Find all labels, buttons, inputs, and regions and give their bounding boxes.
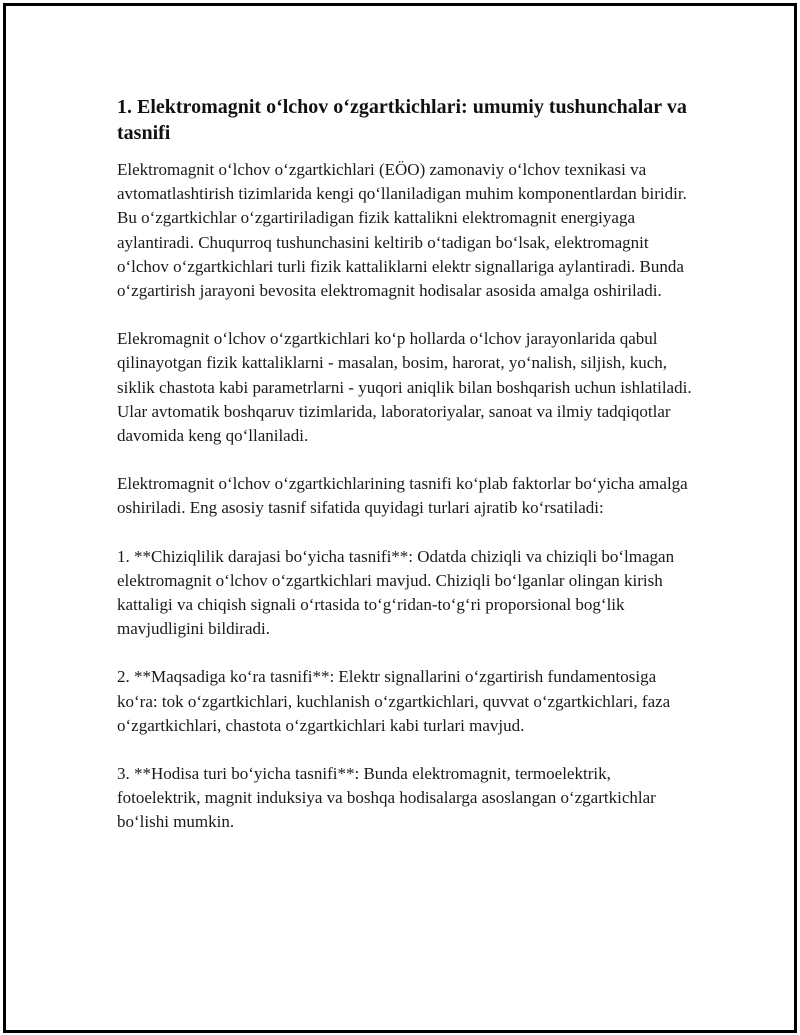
document-title: 1. Elektromagnit o‘lchov o‘zgartkichlari: umumiy tushunchalar va tasnifi [117,96,687,144]
paragraph-classification: Elektromagnit o‘lchov o‘zgartkichlarining tasnifi ko‘plab faktorlar bo‘yicha amalga oshiriladi. Eng asosiy tasnif sifatida quyidagi turlari ajratib ko‘rsatiladi: [117,474,688,518]
list-item-phenomenon: 3. **Hodisa turi bo‘yicha tasnifi**: Bunda elektromagnit, termoelektrik, fotoelektrik, magnit induksiya va boshqa hodisalarga asoslangan o‘zgartkichlar bo‘lishi mumkin. [117,764,656,832]
paragraph-intro: Elektromagnit o‘lchov o‘zgartkichlari (EÖO) zamonaviy o‘lchov texnikasi va avtomatlashtirish tizimlarida kengi qo‘llaniladigan muhim komponentlardan biridir. Bu o‘zgartkichlar o‘zgartiriladigan fizik kattalikni elektromagnit energiyaga aylantiradi. Chuqurroq tushunchasini keltirib o‘tadigan bo‘lsak, elektromagnit o‘lchov o‘zgartkichlari turli fizik kattaliklarni elektr signallariga aylantiradi. Bunda o‘zgartirish jarayoni bevosita elektromagnit hodisalar asosida amalga oshiriladi. [117,160,687,301]
list-item-purpose: 2. **Maqsadiga ko‘ra tasnifi**: Elektr signallarini o‘zgartirish fundamentosiga ko‘ra: tok o‘zgartkichlari, kuchlanish o‘zgartkichlari, quvvat o‘zgartkichlari, faza o‘zgartkichlari, chastota o‘zgartkichlari kabi turlari mavjud. [117,667,671,735]
list-item-linearity: 1. **Chiziqlilik darajasi bo‘yicha tasnifi**: Odatda chiziqli va chiziqli bo‘lmagan elektromagnit o‘lchov o‘zgartkichlari mavjud. Chiziqli bo‘lganlar olingan kirish kattaligi va chiqish signali o‘rtasida to‘g‘ridan-to‘g‘ri proporsional bog‘lik mavjudligini bildiradi. [117,546,675,639]
document-body [117,94,697,859]
paragraph-usage: Elekromagnit o‘lchov o‘zgartkichlari ko‘p hollarda o‘lchov jarayonlarida qabul qilinayotgan fizik kattaliklarni - masalan, bosim, harorat, yo‘nalish, siljish, kuch, siklik chastota kabi parametrlarni - yuqori aniqlik bilan boshqarish uchun ishlatiladi. Ular avtomatik boshqaruv tizimlarida, laboratoriyalar, sanoat va ilmiy tadqiqotlar davomida keng qo‘llaniladi. [117,329,692,446]
